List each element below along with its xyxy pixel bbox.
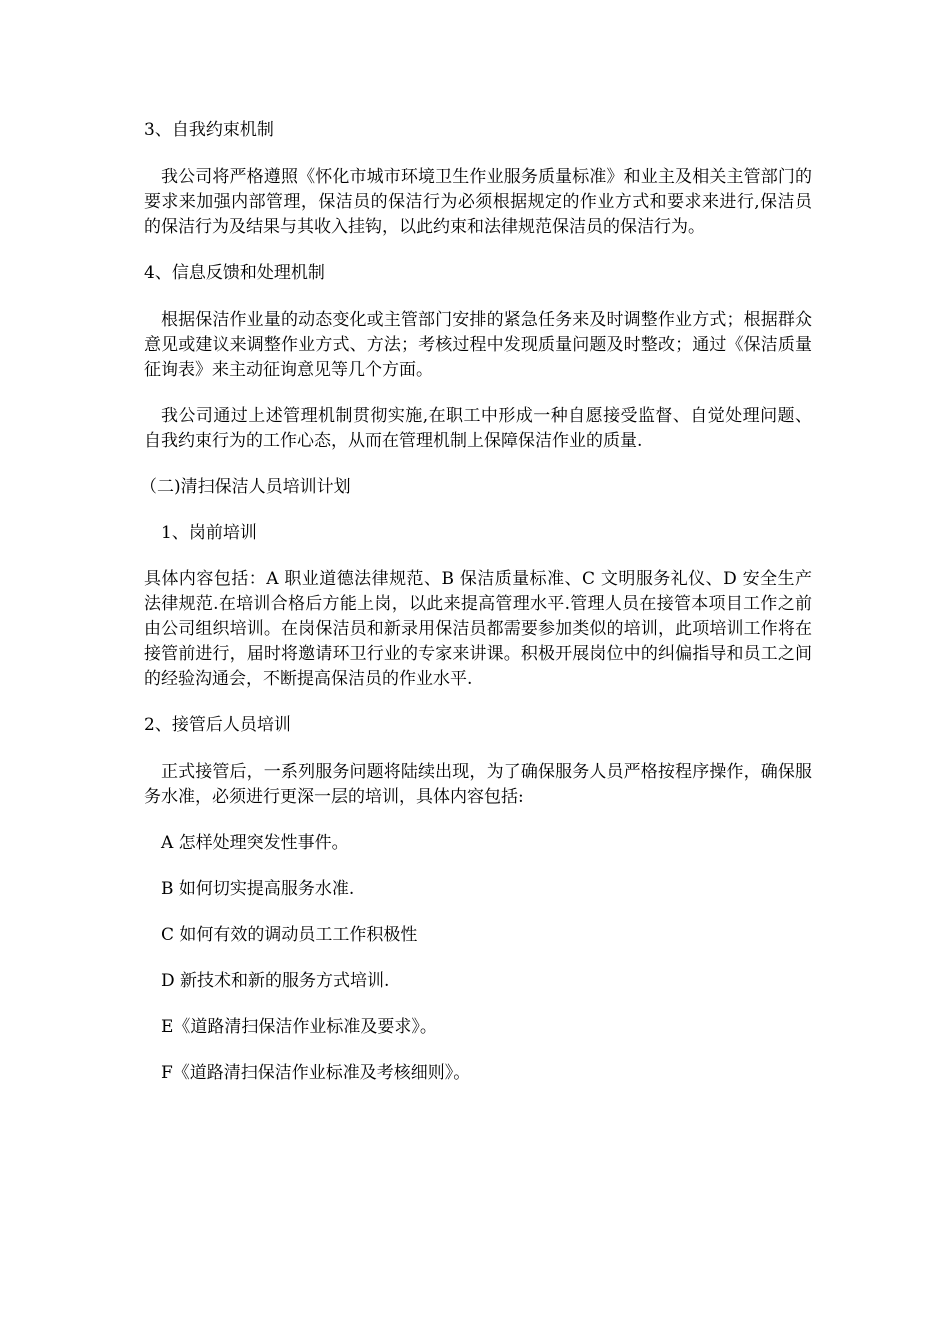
- heading-pre-job-training: 1、岗前培训: [161, 523, 257, 543]
- document-page: [140, 118, 812, 1107]
- list-item: C 如何有效的调动员工工作积极性: [161, 925, 418, 945]
- list-item: A 怎样处理突发性事件。: [161, 833, 349, 853]
- paragraph-feedback: 根据保洁作业量的动态变化或主管部门安排的紧急任务来及时调整作业方式；根据群众意见或建议来调整作业方式、方法；考核过程中发现质量问题及时整改；通过《保洁质量征询表》来主动征询意见等几个方面。: [144, 310, 812, 380]
- list-item: B 如何切实提高服务水准.: [161, 879, 355, 899]
- paragraph-pre-job-training: 具体内容包括：A 职业道德法律规范、B 保洁质量标准、C 文明服务礼仪、D 安全生产法律规范.在培训合格后方能上岗，以此来提高管理水平.管理人员在接管本项目工作之前由公司组织培训。在岗保洁员和新录用保洁员都需要参加类似的培训，此项培训工作将在接管前进行，届时将邀请环卫行业的专家来讲课。积极开展岗位中的纠偏指导和员工之间的经验沟通会，不断提高保洁员的作业水平.: [144, 569, 812, 689]
- heading-feedback: 4、信息反馈和处理机制: [144, 263, 325, 283]
- paragraph-post-takeover-training: 正式接管后，一系列服务问题将陆续出现，为了确保服务人员严格按程序操作，确保服务水准，必须进行更深一层的培训，具体内容包括:: [144, 762, 812, 807]
- list-item: D 新技术和新的服务方式培训.: [161, 971, 390, 991]
- paragraph-summary: 我公司通过上述管理机制贯彻实施,在职工中形成一种自愿接受监督、自觉处理问题、自我约束行为的工作心态，从而在管理机制上保障保洁作业的质量.: [144, 406, 812, 451]
- heading-post-takeover-training: 2、接管后人员培训: [144, 715, 291, 735]
- list-item: E《道路清扫保洁作业标准及要求》。: [161, 1017, 437, 1037]
- list-item: F《道路清扫保洁作业标准及考核细则》。: [161, 1063, 471, 1083]
- heading-self-restraint: 3、自我约束机制: [144, 120, 274, 140]
- section-training-plan: （二)清扫保洁人员培训计划: [140, 477, 351, 497]
- paragraph-self-restraint: 我公司将严格遵照《怀化市城市环境卫生作业服务质量标准》和业主及相关主管部门的要求来加强内部管理，保洁员的保洁行为必须根据规定的作业方式和要求来进行,保洁员的保洁行为及结果与其收入挂钩，以此约束和法律规范保洁员的保洁行为。: [144, 167, 812, 237]
